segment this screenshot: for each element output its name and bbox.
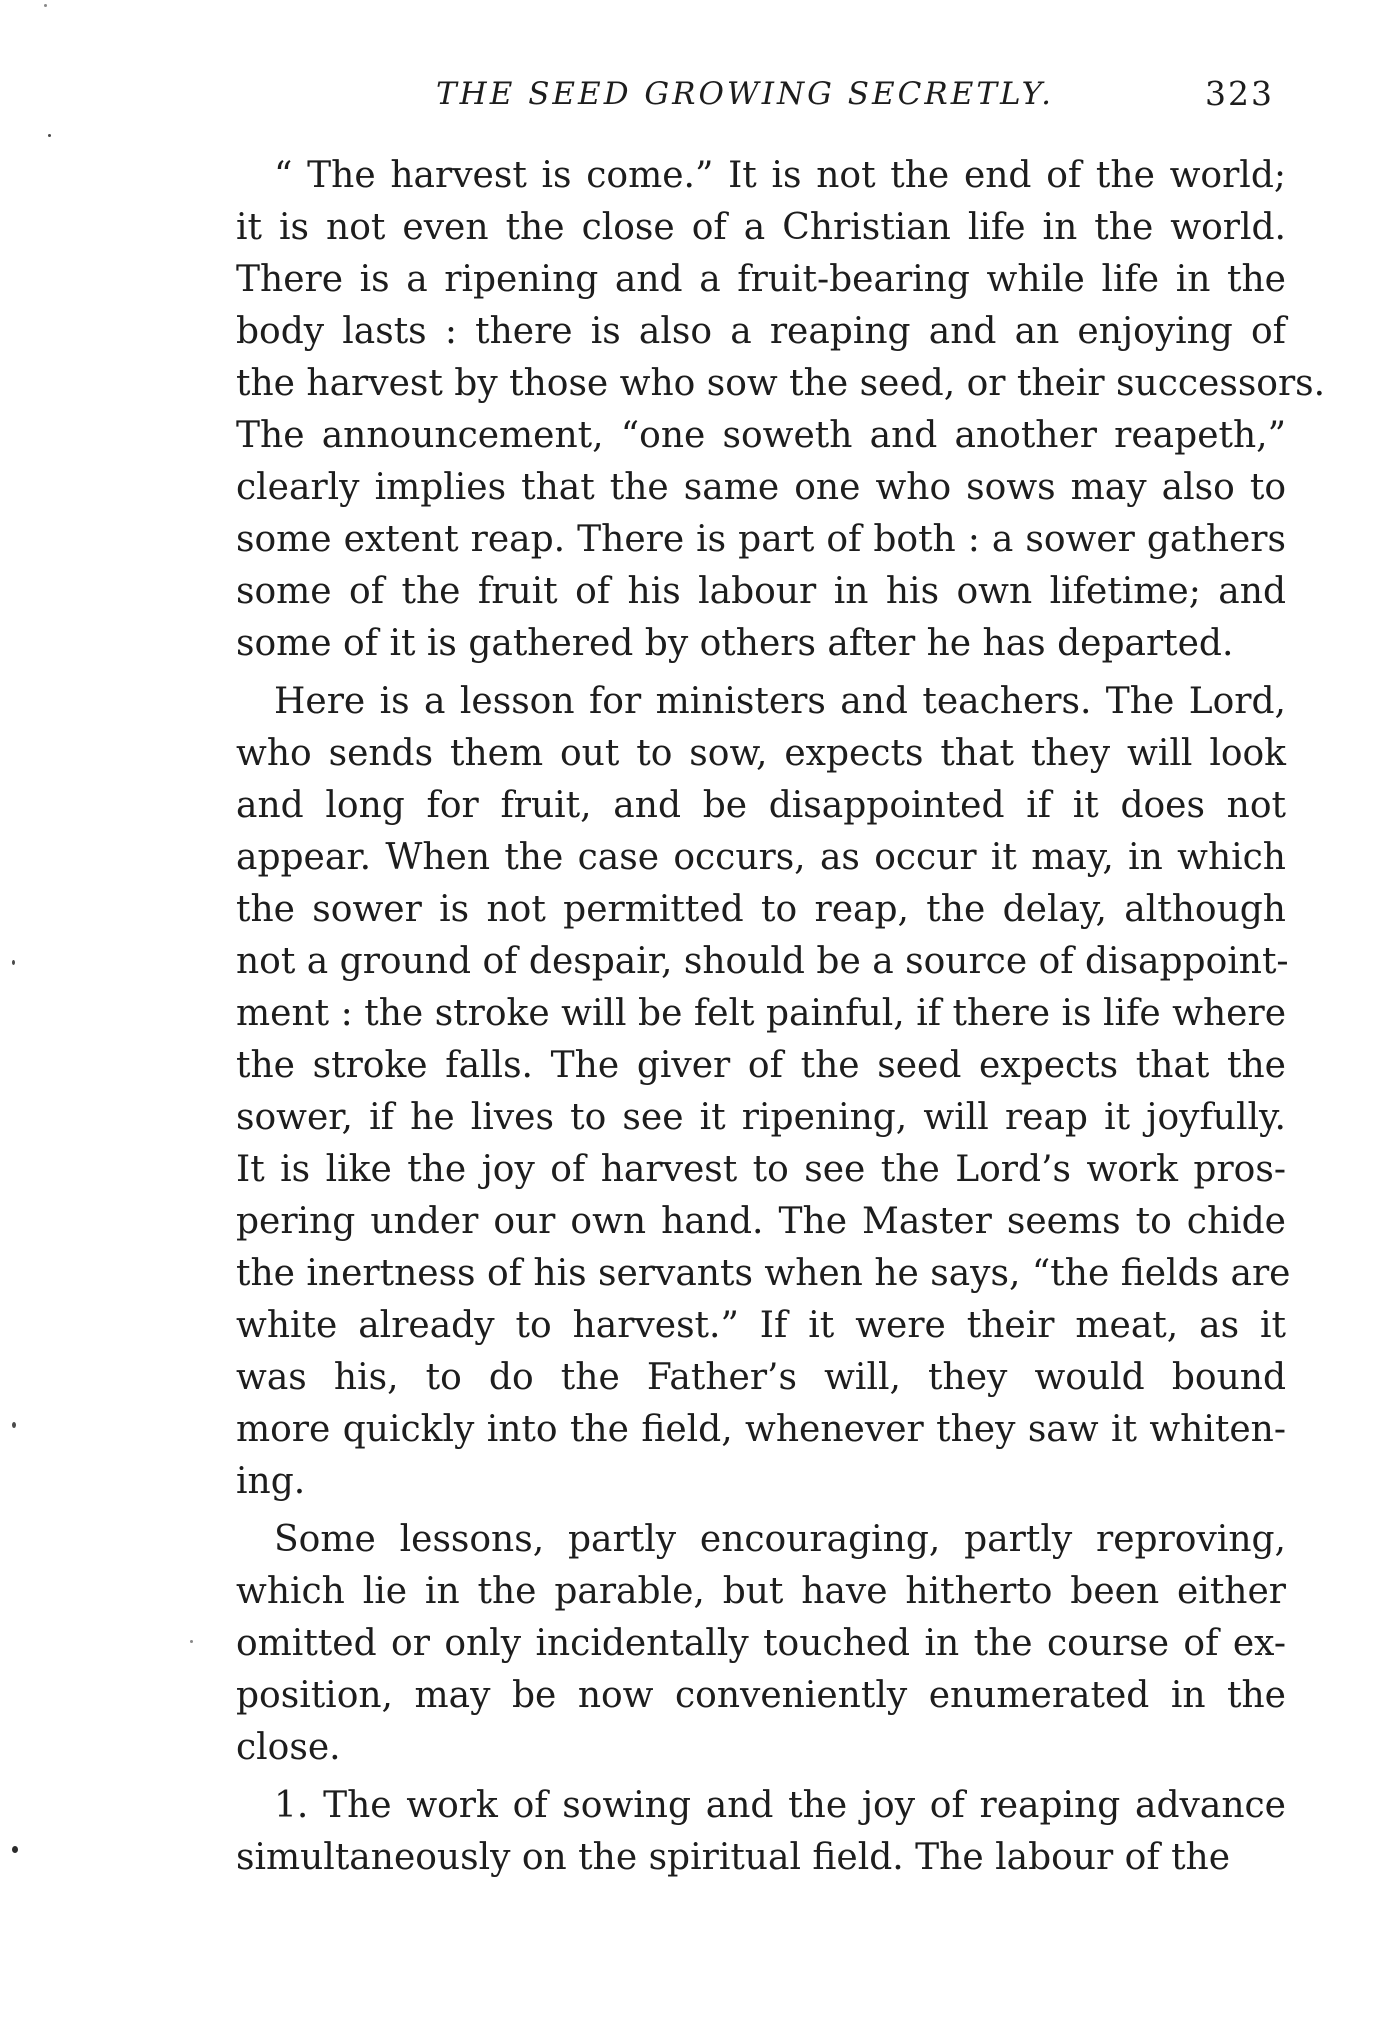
text-line: Some lessons, partly encouraging, partly reproving, [274, 1519, 1286, 1560]
text-line: some of it is gathered by others after he has departed. [236, 623, 1234, 664]
page-header [236, 66, 1286, 126]
running-title: THE SEED GROWING SECRETLY. [436, 76, 1054, 112]
text-line: ment : the stroke will be felt painful, if there is life where [236, 993, 1286, 1034]
scan-speck [12, 960, 15, 965]
text-line: some extent reap. There is part of both : a sower gathers [236, 519, 1286, 560]
text-line: who sends them out to sow, expects that they will look [236, 733, 1286, 774]
scan-speck [12, 1422, 16, 1428]
text-line: pering under our own hand. The Master seems to chide [236, 1201, 1286, 1242]
text-line: white already to harvest.” If it were their meat, as it [236, 1305, 1286, 1346]
text-line: simultaneously on the spiritual field. The labour of the [236, 1837, 1231, 1878]
text-line: the stroke falls. The giver of the seed expects that the [236, 1045, 1286, 1086]
text-line: the harvest by those who sow the seed, or their successors. [236, 363, 1326, 404]
text-line: some of the fruit of his labour in his own lifetime; and [236, 571, 1286, 612]
text-line: It is like the joy of harvest to see the Lord’s work pros- [236, 1149, 1286, 1190]
text-line: Here is a lesson for ministers and teachers. The Lord, [274, 681, 1286, 722]
text-line: the inertness of his servants when he says, “the fields are [236, 1253, 1291, 1294]
text-line: which lie in the parable, but have hitherto been either [236, 1571, 1286, 1612]
text-line: and long for fruit, and be disappointed if it does not [236, 785, 1286, 826]
text-line: not a ground of despair, should be a source of disappoint- [236, 941, 1289, 982]
scan-speck [190, 1640, 193, 1643]
paragraph-3 [236, 1514, 1286, 1774]
text-line: the sower is not permitted to reap, the delay, although [236, 889, 1286, 930]
scan-speck [12, 1846, 18, 1853]
scan-speck [48, 134, 51, 137]
text-line: position, may be now conveniently enumerated in the [236, 1675, 1286, 1716]
text-line: was his, to do the Father’s will, they would bound [236, 1357, 1286, 1398]
paragraph-4 [236, 1780, 1286, 1884]
text-line: sower, if he lives to see it ripening, will reap it joyfully. [236, 1097, 1286, 1138]
text-line: 1. The work of sowing and the joy of reaping advance [274, 1785, 1286, 1826]
text-line: appear. When the case occurs, as occur it may, in which [236, 837, 1286, 878]
scan-speck [44, 4, 47, 7]
paragraph-2 [236, 676, 1291, 1508]
text-line: more quickly into the field, whenever they saw it whiten- [236, 1409, 1286, 1450]
text-line: ing. [236, 1461, 306, 1502]
text-line: “ The harvest is come.” It is not the end of the world; [274, 155, 1286, 196]
page-number: 323 [1205, 74, 1274, 113]
text-line: omitted or only incidentally touched in the course of ex- [236, 1623, 1286, 1664]
text-line: body lasts : there is also a reaping and an enjoying of [236, 311, 1286, 352]
paragraph-1 [236, 150, 1326, 670]
text-line: The announcement, “one soweth and another reapeth,” [236, 415, 1286, 456]
text-line: it is not even the close of a Christian life in the world. [236, 207, 1286, 248]
text-line: clearly implies that the same one who sows may also to [236, 467, 1286, 508]
body-text [236, 150, 1326, 1890]
text-line: close. [236, 1727, 341, 1768]
text-line: There is a ripening and a fruit-bearing while life in the [236, 259, 1286, 300]
